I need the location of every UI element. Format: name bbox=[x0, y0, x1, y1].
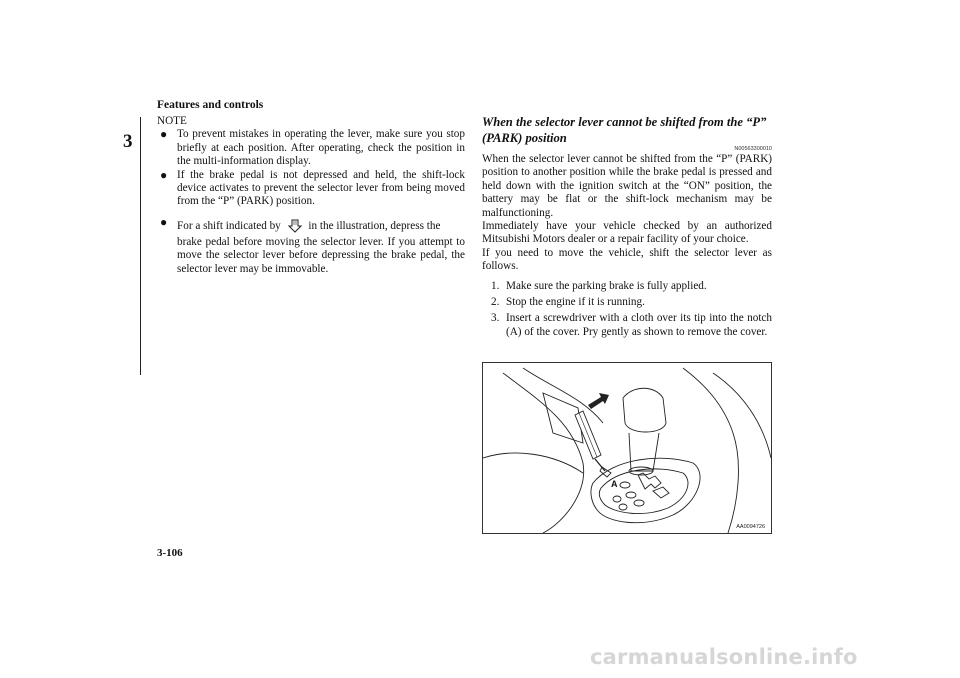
step-item bbox=[482, 280, 772, 293]
note-item-text: To prevent mistakes in operating the lever, make sure you stop briefly at each position. After operating, check the position in the multi-information display. bbox=[177, 128, 465, 168]
note-item-text: For a shift indicated by bbox=[177, 219, 281, 232]
step-text: Insert a screwdriver with a cloth over its tip into the notch (A) of the cover. Pry gently as shown to remove the cover. bbox=[506, 312, 772, 338]
section-title: When the selector lever cannot be shifted from the “P” (PARK) position bbox=[482, 115, 767, 145]
step-text: Stop the engine if it is running. bbox=[506, 296, 645, 309]
console-drawing-icon bbox=[483, 363, 771, 533]
bullet-icon: ● bbox=[160, 167, 168, 182]
note-heading: NOTE bbox=[157, 115, 187, 127]
note-item bbox=[157, 216, 465, 276]
step-item bbox=[482, 296, 772, 309]
step-number: 3. bbox=[491, 312, 500, 325]
note-item-text: brake pedal before moving the selector lever. If you attempt to move the selector lever before depressing the brake pedal, the selector lever may be immovable. bbox=[177, 235, 465, 275]
paragraph: Immediately have your vehicle checked by an authorized Mitsubishi Motors dealer or a repair facility of your choice. bbox=[482, 220, 772, 246]
running-header: Features and controls bbox=[157, 99, 264, 111]
section-block bbox=[482, 114, 772, 342]
shift-arrow-icon bbox=[288, 219, 302, 233]
note-item bbox=[157, 169, 465, 209]
paragraph: When the selector lever cannot be shifted from the “P” (PARK) position to another position while the brake pedal is pressed and held down with the ignition switch at the “ON” position, the battery may be flat or the shift-lock mechanism may be malfunctioning. bbox=[482, 153, 772, 219]
bullet-icon: ● bbox=[160, 127, 168, 142]
paragraph: If you need to move the vehicle, shift the selector lever as follows. bbox=[482, 246, 772, 273]
note-item-text: If the brake pedal is not depressed and held, the shift-lock device activates to prevent the selector lever from being moved from the “P” (PARK) position. bbox=[177, 168, 465, 208]
chapter-rule bbox=[140, 117, 141, 375]
note-block bbox=[157, 115, 465, 276]
step-number: 2. bbox=[491, 296, 500, 309]
note-item-text: in the illustration, depress the bbox=[308, 219, 441, 232]
chapter-number: 3 bbox=[123, 131, 133, 152]
selector-lever-illustration bbox=[482, 362, 772, 534]
section-code: N00563300010 bbox=[734, 146, 772, 152]
step-item bbox=[482, 312, 772, 339]
figure-code: AA0094726 bbox=[736, 524, 765, 530]
step-list bbox=[482, 280, 772, 340]
note-item bbox=[157, 128, 465, 168]
page-number: 3-106 bbox=[157, 547, 183, 559]
step-number: 1. bbox=[491, 279, 500, 292]
watermark: carmanualsonline.info bbox=[590, 645, 858, 669]
bullet-icon: ● bbox=[160, 214, 168, 229]
figure-label: A bbox=[611, 479, 618, 489]
step-text: Make sure the parking brake is fully applied. bbox=[506, 279, 707, 292]
